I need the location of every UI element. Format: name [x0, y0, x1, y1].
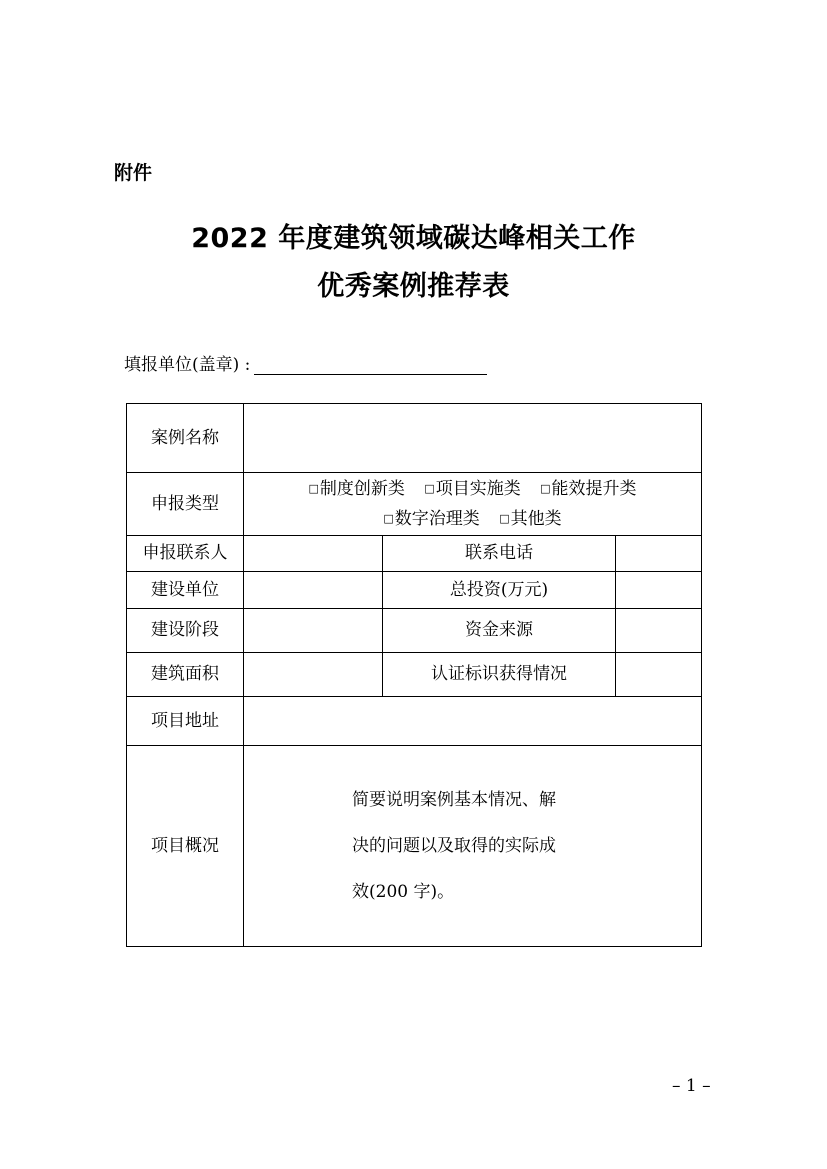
- case-name-field[interactable]: [244, 404, 702, 473]
- type-option-system-innovation[interactable]: □制度创新类: [308, 479, 405, 499]
- row-case-name: [127, 404, 702, 473]
- recommendation-form-table: [126, 403, 702, 947]
- row-declare-type: [127, 473, 702, 536]
- investment-field[interactable]: [616, 572, 702, 609]
- area-field[interactable]: [244, 653, 383, 697]
- type-option-digital-governance[interactable]: □数字治理类: [383, 509, 480, 529]
- builder-field[interactable]: [244, 572, 383, 609]
- stage-field[interactable]: [244, 609, 383, 653]
- contact-label: 申报联系人: [127, 536, 244, 572]
- cert-field[interactable]: [616, 653, 702, 697]
- overview-field[interactable]: [244, 746, 702, 947]
- stage-label: 建设阶段: [127, 609, 244, 653]
- type-option-project-implementation[interactable]: □项目实施类: [424, 479, 521, 499]
- checkbox-icon[interactable]: □: [308, 482, 319, 495]
- type-option-other[interactable]: □其他类: [499, 509, 562, 529]
- attachment-label: 附件: [114, 162, 153, 184]
- filler-unit-row: [124, 350, 487, 375]
- row-overview: [127, 746, 702, 947]
- filler-unit-blank[interactable]: [254, 356, 487, 375]
- address-label: 项目地址: [127, 697, 244, 746]
- row-builder: [127, 572, 702, 609]
- overview-label: 项目概况: [127, 746, 244, 947]
- checkbox-icon[interactable]: □: [540, 482, 551, 495]
- phone-field[interactable]: [616, 536, 702, 572]
- page-title-line2: 优秀案例推荐表: [317, 271, 510, 302]
- cert-label: 认证标识获得情况: [383, 653, 616, 697]
- declare-type-options: [244, 473, 702, 536]
- fund-label: 资金来源: [383, 609, 616, 653]
- area-label: 建筑面积: [127, 653, 244, 697]
- address-field[interactable]: [244, 697, 702, 746]
- contact-field[interactable]: [244, 536, 383, 572]
- investment-label: 总投资(万元): [383, 572, 616, 609]
- row-contact: [127, 536, 702, 572]
- overview-hint: 简要说明案例基本情况、解 决的问题以及取得的实际成 效(200 字)。: [352, 790, 556, 902]
- case-name-label: 案例名称: [127, 404, 244, 473]
- row-area: [127, 653, 702, 697]
- page-number: – 1 –: [672, 1076, 711, 1096]
- page-title-line1: 2022 年度建筑领域碳达峰相关工作: [191, 223, 636, 254]
- checkbox-icon[interactable]: □: [424, 482, 435, 495]
- filler-unit-label: 填报单位(盖章) :: [124, 355, 251, 375]
- row-stage: [127, 609, 702, 653]
- row-address: [127, 697, 702, 746]
- declare-type-label: 申报类型: [127, 473, 244, 536]
- builder-label: 建设单位: [127, 572, 244, 609]
- fund-field[interactable]: [616, 609, 702, 653]
- checkbox-icon[interactable]: □: [383, 512, 394, 525]
- checkbox-icon[interactable]: □: [499, 512, 510, 525]
- phone-label: 联系电话: [383, 536, 616, 572]
- type-option-efficiency[interactable]: □能效提升类: [540, 479, 637, 499]
